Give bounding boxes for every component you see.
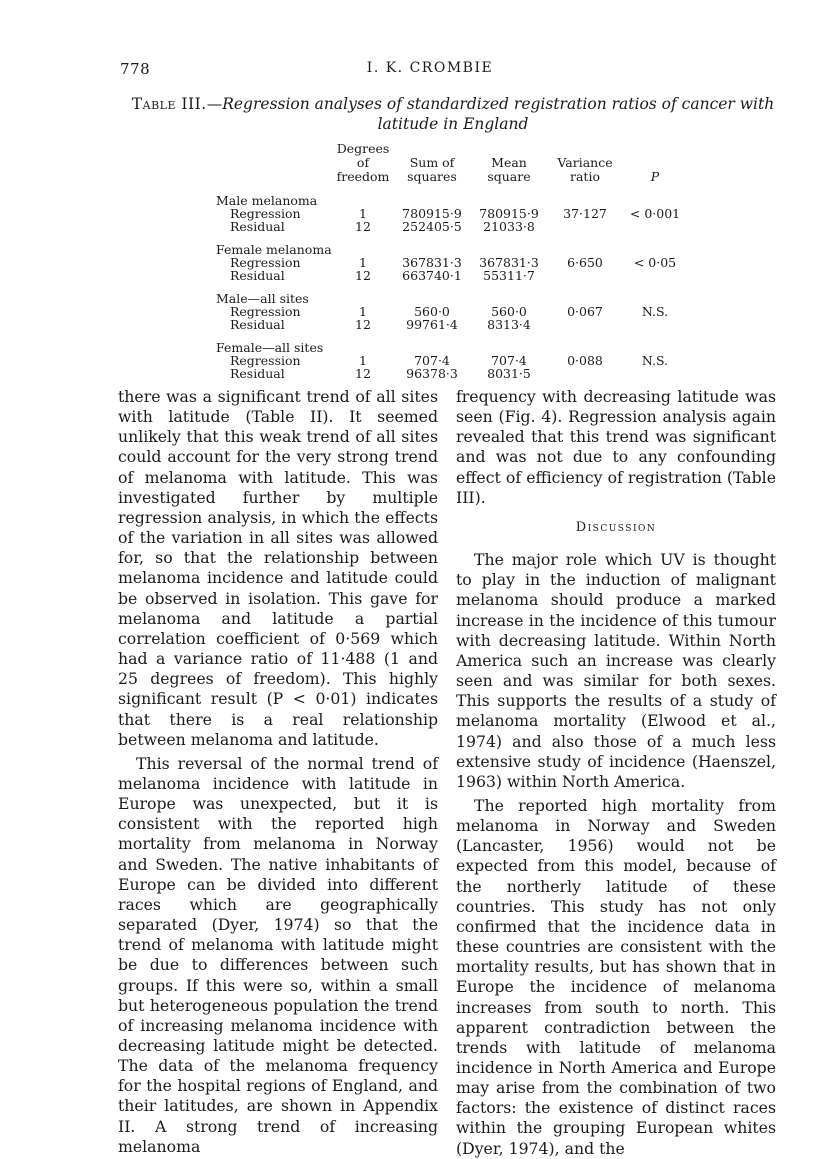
header-variance-ratio: Variance ratio bbox=[557, 155, 613, 184]
row-label: Regression bbox=[230, 353, 301, 368]
row-label: Regression bbox=[230, 206, 301, 221]
cell-ms: 8313·4 bbox=[487, 317, 531, 332]
left-column bbox=[118, 387, 438, 1157]
cell-df: 12 bbox=[355, 317, 371, 332]
row-label: Residual bbox=[230, 366, 285, 381]
cell-ss: 252405·5 bbox=[402, 219, 462, 234]
header-degrees-of-freedom: Degrees of freedom bbox=[336, 141, 390, 184]
header-blank bbox=[216, 142, 334, 194]
cell-vr: 0·088 bbox=[567, 353, 603, 368]
row-label: Regression bbox=[230, 304, 301, 319]
cell-vr: 0·067 bbox=[567, 304, 603, 319]
table-title-text: —Regression analyses of standardized registration ratios of cancer with latitude in England bbox=[206, 95, 775, 133]
cell-ss: 560·0 bbox=[414, 304, 450, 319]
body-paragraph: This reversal of the normal trend of melanoma incidence with latitude in Europe was unexpected, but it is consistent with the reported high mortality from melanoma in Norway and Sweden. The native inhabitants of Europe can be divided into different races which are geographically separated (Dyer, 1974) so that the trend of melanoma with latitude might be due to differences between such groups. If this were so, within a small but heterogeneous population the trend of increasing melanoma incidence with decreasing latitude might be detected. The data of the melanoma frequency for the hospital regions of England, and their latitudes, are shown in Appendix II. A strong trend of increasing melanoma bbox=[118, 753, 438, 1156]
cell-p: N.S. bbox=[641, 304, 669, 319]
cell-ms: 707·4 bbox=[491, 353, 527, 368]
cell-df: 1 bbox=[359, 353, 367, 368]
cell-p bbox=[624, 220, 686, 233]
cell-df: 1 bbox=[359, 304, 367, 319]
cell-p: < 0·001 bbox=[629, 206, 681, 221]
cell-ms: 55311·7 bbox=[483, 268, 535, 283]
table-row bbox=[216, 367, 686, 380]
cell-p bbox=[624, 318, 686, 331]
cell-vr bbox=[546, 367, 624, 380]
cell-ms: 560·0 bbox=[491, 304, 527, 319]
regression-table bbox=[216, 142, 686, 380]
cell-df: 1 bbox=[359, 255, 367, 270]
table-caption bbox=[118, 94, 788, 134]
page-header bbox=[120, 60, 740, 82]
cell-df: 12 bbox=[355, 366, 371, 381]
group-label: Male—all sites bbox=[216, 291, 309, 306]
row-label: Residual bbox=[230, 268, 285, 283]
cell-p: N.S. bbox=[641, 353, 669, 368]
cell-df: 12 bbox=[355, 219, 371, 234]
cell-df: 12 bbox=[355, 268, 371, 283]
cell-ss: 96378·3 bbox=[406, 366, 458, 381]
cell-ms: 780915·9 bbox=[479, 206, 539, 221]
table-header-row bbox=[216, 142, 686, 194]
cell-vr bbox=[546, 318, 624, 331]
cell-ss: 780915·9 bbox=[402, 206, 462, 221]
body-paragraph: The reported high mortality from melanoma in Norway and Sweden (Lancaster, 1956) would not be expected from this model, because of the northerly latitude of these countries. This study has not only confirmed that the incidence data in these countries are consistent with the mortality results, but has shown that in Europe the incidence of melanoma increases from south to north. This apparent contradiction between the trends with latitude of melanoma incidence in North America and Europe may arise from the combination of two factors: the existence of distinct races within the grouping European whites (Dyer, 1974), and the bbox=[456, 795, 776, 1158]
table-row bbox=[216, 220, 686, 233]
header-mean-square: Mean square bbox=[487, 155, 531, 184]
cell-vr: 37·127 bbox=[563, 206, 607, 221]
running-head: I. K. CROMBIE bbox=[366, 60, 494, 76]
group-label: Female—all sites bbox=[216, 340, 324, 355]
body-paragraph: there was a significant trend of all sites with latitude (Table II). It seemed unlikely that this weak trend of all sites could account for the very strong trend of melanoma with latitude. This was investigated further by multiple regression analysis, in which the effects of the variation in all sites was allowed for, so that the relationship between melanoma incidence and latitude could be observed in isolation. This gave for melanoma and latitude a partial correlation coefficient of 0·569 which had a variance ratio of 11·488 (1 and 25 degrees of freedom). This highly significant result (P < 0·01) indicates that there is a real relationship between melanoma and latitude. bbox=[118, 387, 438, 749]
cell-ms: 8031·5 bbox=[487, 366, 531, 381]
group-label: Female melanoma bbox=[216, 242, 332, 257]
header-p: P bbox=[650, 169, 660, 184]
cell-p bbox=[624, 269, 686, 282]
group-label: Male melanoma bbox=[216, 193, 318, 208]
row-label: Residual bbox=[230, 317, 285, 332]
cell-ss: 367831·3 bbox=[402, 255, 462, 270]
cell-vr: 6·650 bbox=[567, 255, 603, 270]
cell-ss: 707·4 bbox=[414, 353, 450, 368]
row-label: Residual bbox=[230, 219, 285, 234]
section-heading-discussion: Discussion bbox=[575, 519, 657, 535]
cell-vr bbox=[546, 269, 624, 282]
table-row bbox=[216, 269, 686, 282]
cell-ss: 99761·4 bbox=[406, 317, 458, 332]
cell-ms: 367831·3 bbox=[479, 255, 539, 270]
table-label: Table III. bbox=[131, 95, 207, 113]
cell-ms: 21033·8 bbox=[483, 219, 535, 234]
row-label: Regression bbox=[230, 255, 301, 270]
body-paragraph: frequency with decreasing latitude was seen (Fig. 4). Regression analysis again revealed that this trend was significant and was not due to any confounding effect of efficiency of registration (Table III). bbox=[456, 387, 776, 507]
header-sum-of-squares: Sum of squares bbox=[407, 155, 457, 184]
cell-vr bbox=[546, 220, 624, 233]
page-number: 778 bbox=[120, 60, 151, 78]
cell-p: < 0·05 bbox=[633, 255, 677, 270]
cell-p bbox=[624, 367, 686, 380]
body-paragraph: The major role which UV is thought to play in the induction of malignant melanoma should produce a marked increase in the incidence of this tumour with decreasing latitude. Within North America such an increase was clearly seen and was similar for both sexes. This supports the results of a study of melanoma mortality (Elwood et al., 1974) and also those of a much less extensive study of incidence (Haenszel, 1963) within North America. bbox=[456, 550, 776, 791]
cell-ss: 663740·1 bbox=[402, 268, 462, 283]
right-column bbox=[456, 387, 776, 1159]
table-row bbox=[216, 318, 686, 331]
cell-df: 1 bbox=[359, 206, 367, 221]
